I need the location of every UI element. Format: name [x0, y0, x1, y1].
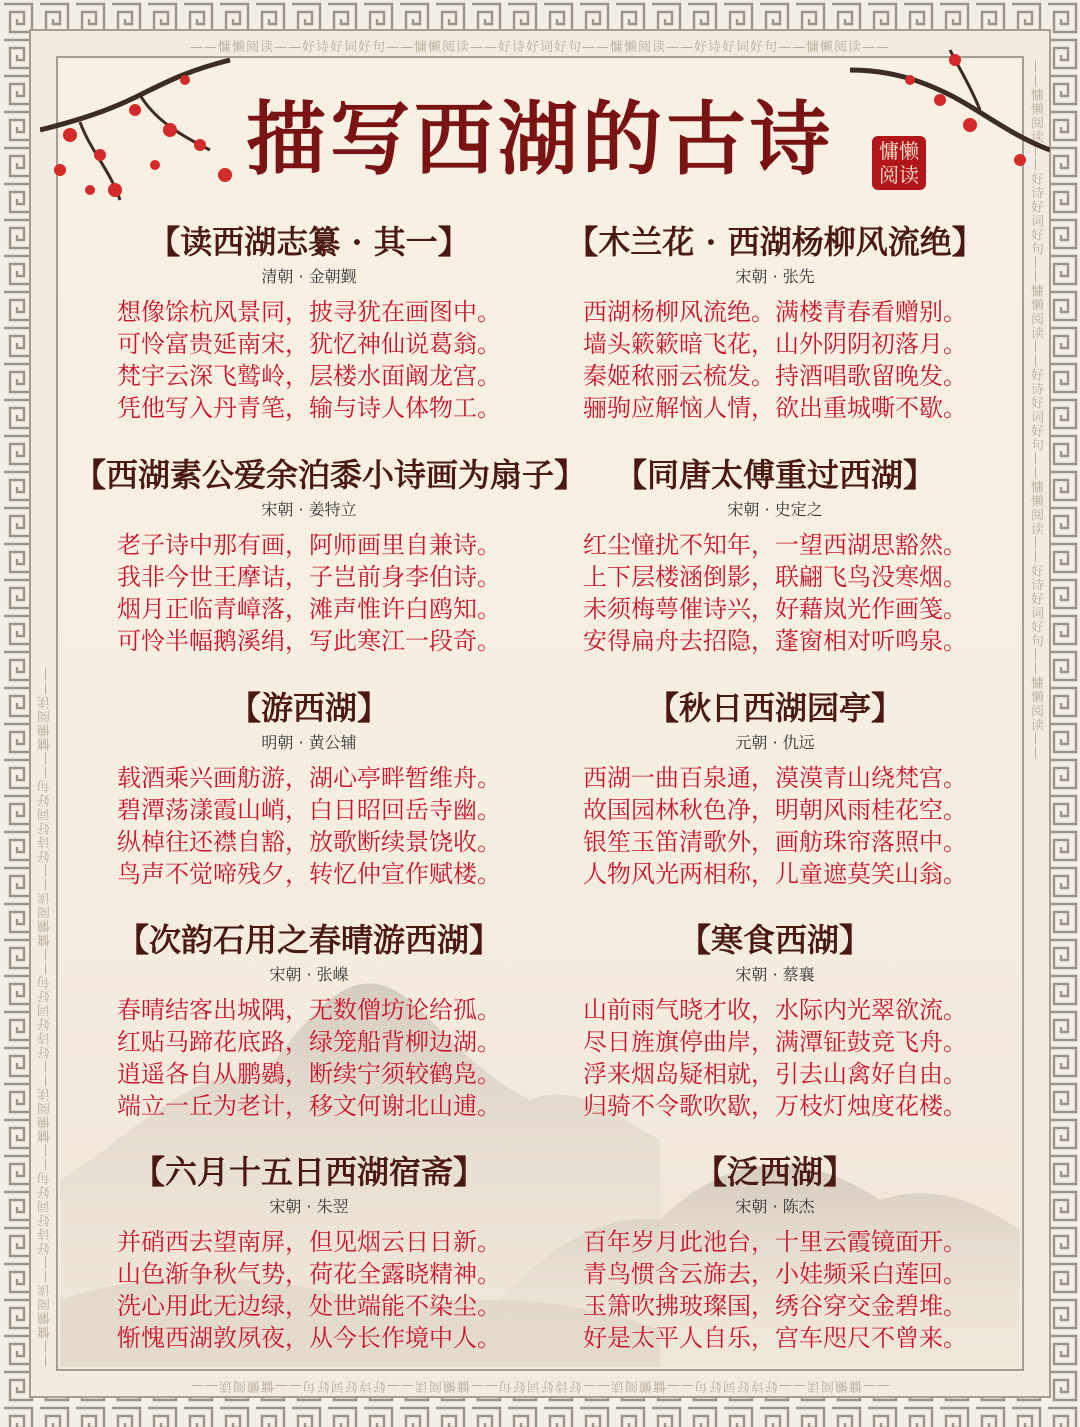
- border-text-top: ——慵懒阅读——好诗好词好句——慵懒阅读——好诗好词好句——慵懒阅读——好诗好词好句——慵懒阅读——: [189, 40, 890, 55]
- poem-line: 西湖一曲百泉通，漠漠青山绕梵宫。: [583, 764, 967, 792]
- seal-line: 阅读: [879, 163, 919, 187]
- poem-author: 元朝 · 仇远: [735, 733, 815, 752]
- poem-block: [540, 920, 1010, 1122]
- poem-author: 宋朝 · 张先: [735, 267, 815, 286]
- poem-block: [74, 455, 587, 657]
- poem-line: 我非今世王摩诘，子岂前身李伯诗。: [117, 563, 501, 591]
- poem-lines: [74, 296, 544, 424]
- poem-block: [540, 1152, 1010, 1354]
- poem-line: 碧潭荡漾霞山峭，白日昭回岳寺幽。: [117, 796, 501, 824]
- poem-block: [74, 920, 544, 1122]
- poem-lines: [74, 994, 544, 1122]
- border-text-right: ——慵懒阅读——好诗好词好句——慵懒阅读——好诗好词好句——慵懒阅读——好诗好词好句——慵懒阅读——: [1028, 60, 1043, 760]
- poem-line: 秦姬秾丽云梳发。持酒唱歌留晚发。: [583, 362, 967, 390]
- poem-line: 烟月正临青嶂落，滩声惟许白鸥知。: [117, 595, 501, 623]
- poem-title: 【六月十五日西湖宿斋】: [132, 1153, 485, 1191]
- poem-line: 未须梅萼催诗兴，好藉岚光作画笺。: [583, 595, 967, 623]
- poem-line: 红贴马蹄花底路，绿笼船背柳边湖。: [117, 1028, 501, 1056]
- poem-line: 载酒乘兴画舫游，湖心亭畔暂维舟。: [117, 764, 501, 792]
- seal-line: 慵懒: [879, 139, 919, 163]
- poem-block: [540, 455, 1010, 657]
- poem-line: 惭愧西湖敦夙夜，从今长作境中人。: [117, 1324, 501, 1352]
- poem-block: [74, 688, 544, 890]
- poem-line: 浮来烟岛疑相就，引去山禽好自由。: [583, 1060, 967, 1088]
- poem-lines: [540, 296, 1010, 424]
- border-text-left: ——慵懒阅读——好诗好词好句——慵懒阅读——好诗好词好句——慵懒阅读——好诗好词好句——慵懒阅读——: [38, 667, 53, 1367]
- poem-line: 西湖杨柳风流绝。满楼青春看赠别。: [583, 298, 967, 326]
- poem-line: 老子诗中那有画，阿师画里自兼诗。: [117, 531, 501, 559]
- poem-title: 【游西湖】: [228, 689, 389, 727]
- poem-line: 春晴结客出城隅，无数僧坊论给孤。: [117, 996, 501, 1024]
- poem-line: 墙头簌簌暗飞花，山外阴阴初落月。: [583, 330, 967, 358]
- poem-line: 人物风光两相称，儿童遮莫笑山翁。: [583, 860, 967, 888]
- poem-line: 百年岁月此池台，十里云霞镜面开。: [583, 1228, 967, 1256]
- poem-line: 纵棹往还襟自豁，放歌断续景饶收。: [117, 828, 501, 856]
- poem-line: 归骑不令歌吹歇，万枝灯烛度花楼。: [583, 1092, 967, 1120]
- poem-author: 宋朝 · 蔡襄: [735, 965, 815, 984]
- poem-title: 【秋日西湖园亭】: [646, 689, 903, 727]
- poem-line: 逍遥各自从鹏鷃，断续宁须较鹤凫。: [117, 1060, 501, 1088]
- poem-block: [74, 222, 544, 424]
- poem-line: 山前雨气晓才收，水际内光翠欲流。: [583, 996, 967, 1024]
- poem-line: 尽日旌旗停曲岸，满潭钲鼓竞飞舟。: [583, 1028, 967, 1056]
- poem-title: 【寒食西湖】: [678, 921, 871, 959]
- poem-line: 凭他写入丹青笔，输与诗人体物工。: [117, 394, 501, 422]
- poem-line: 洗心用此无边绿，处世端能不染尘。: [117, 1292, 501, 1320]
- poem-line: 玉箫吹拂玻璨国，绣谷穿交金碧堆。: [583, 1292, 967, 1320]
- poem-block: [540, 688, 1010, 890]
- poem-author: 清朝 · 金朝觐: [261, 267, 357, 286]
- poem-title: 【泛西湖】: [694, 1153, 855, 1191]
- poem-block: [74, 1152, 544, 1354]
- poem-author: 宋朝 · 史定之: [727, 500, 823, 519]
- poem-line: 想像馀杭风景同，披寻犹在画图中。: [117, 298, 501, 326]
- page-title: 描写西湖的古诗: [246, 92, 834, 186]
- poem-lines: [540, 762, 1010, 890]
- poem-author: 宋朝 · 朱翌: [269, 1197, 349, 1216]
- poem-lines: [540, 994, 1010, 1122]
- poem-title: 【读西湖志纂 · 其一】: [148, 223, 470, 261]
- poem-line: 红尘憧扰不知年，一望西湖思豁然。: [583, 531, 967, 559]
- poem-lines: [74, 529, 544, 657]
- seal-stamp: [872, 136, 926, 190]
- poem-line: 上下层楼涵倒影，联翩飞鸟没寒烟。: [583, 563, 967, 591]
- poem-line: 梵宇云深飞鹫岭，层楼水面阚龙宫。: [117, 362, 501, 390]
- poem-line: 可怜半幅鹅溪绢，写此寒江一段奇。: [117, 627, 501, 655]
- poem-line: 青鸟惯含云旆去，小娃频采白莲回。: [583, 1260, 967, 1288]
- poem-line: 安得扁舟去招隐，蓬窗相对听鸣泉。: [583, 627, 967, 655]
- poem-author: 明朝 · 黄公辅: [261, 733, 357, 752]
- poem-line: 银笙玉笛清歌外，画舫珠帘落照中。: [583, 828, 967, 856]
- poem-title: 【同唐太傅重过西湖】: [614, 456, 935, 494]
- poem-line: 鸟声不觉啼残夕，转忆仲宣作赋楼。: [117, 860, 501, 888]
- poem-author: 宋朝 · 张嵲: [269, 965, 349, 984]
- poem-line: 山色渐争秋气势，荷花全露晓精神。: [117, 1260, 501, 1288]
- poem-title: 【木兰花 · 西湖杨柳风流绝】: [566, 223, 984, 261]
- poem-block: [540, 222, 1010, 424]
- poem-author: 宋朝 · 姜特立: [261, 500, 357, 519]
- poem-lines: [74, 1226, 544, 1354]
- poem-lines: [74, 762, 544, 890]
- poem-author: 宋朝 · 陈杰: [735, 1197, 815, 1216]
- poem-title: 【次韵石用之春晴游西湖】: [116, 921, 501, 959]
- border-text-bottom: ——慵懒阅读——好诗好词好句——慵懒阅读——好诗好词好句——慵懒阅读——好诗好词好句——慵懒阅读——: [190, 1378, 891, 1393]
- poem-lines: [540, 1226, 1010, 1354]
- poem-line: 并硝西去望南屏，但见烟云日日新。: [117, 1228, 501, 1256]
- poem-line: 骊驹应解恼人情，欲出重城嘶不歇。: [583, 394, 967, 422]
- poem-title: 【西湖素公爱余泊黍小诗画为扇子】: [74, 456, 587, 494]
- poem-line: 好是太平人自乐，宫车咫尺不曾来。: [583, 1324, 967, 1352]
- poem-line: 可怜富贵延南宋，犹忆神仙说葛翁。: [117, 330, 501, 358]
- poem-line: 端立一丘为老计，移文何谢北山逋。: [117, 1092, 501, 1120]
- poem-line: 故国园林秋色净，明朝风雨桂花空。: [583, 796, 967, 824]
- poem-lines: [540, 529, 1010, 657]
